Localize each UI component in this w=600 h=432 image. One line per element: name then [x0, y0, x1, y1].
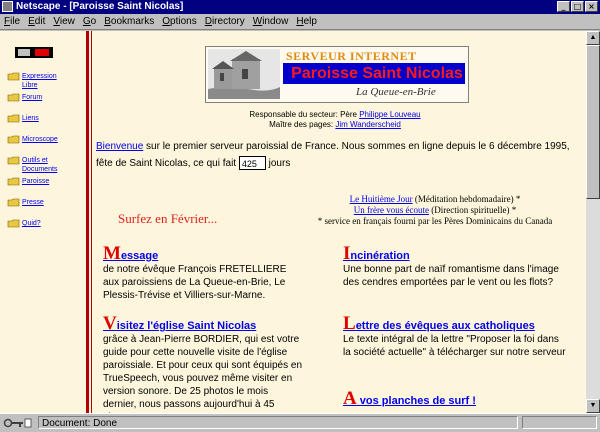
folder-icon	[8, 114, 20, 123]
direction-text: (Direction spirituelle) *	[428, 205, 517, 215]
meditation-links	[290, 194, 580, 227]
frere-ecoute-link[interactable]: Un frère vous écoute	[353, 205, 429, 215]
sidebar-item-microscope[interactable]	[8, 135, 58, 144]
planches-title: vos planches de surf !	[356, 395, 476, 407]
service-note: * service en français fourni par les Pères Dominicains du Canada	[317, 216, 553, 226]
credits	[200, 110, 470, 130]
section-message	[103, 243, 303, 302]
visitez-title: isitez l'église Saint Nicolas	[116, 320, 257, 332]
divider-line-thin	[91, 31, 92, 413]
site-banner	[205, 46, 469, 103]
vertical-scrollbar[interactable]	[586, 31, 600, 413]
sidebar-item-outils-documents[interactable]	[8, 156, 62, 174]
lettre-cap: L	[343, 313, 356, 334]
menu-view[interactable]: View	[53, 16, 75, 27]
folder-icon	[8, 156, 20, 165]
intro-paragraph	[96, 138, 582, 172]
page-content	[0, 31, 586, 413]
maitre-link[interactable]: Jim Wanderscheid	[335, 120, 401, 129]
sidebar-item-label: Forum	[22, 94, 43, 101]
visitez-link[interactable]	[103, 313, 303, 334]
visitez-cap: V	[103, 313, 117, 334]
folder-icon	[8, 135, 20, 144]
sidebar-item-quid[interactable]	[8, 219, 41, 228]
status-text: Document: Done	[38, 416, 518, 429]
menu-options[interactable]: Options	[162, 16, 197, 27]
lettre-body: Le texte intégral de la lettre "Proposer la foi dans la société actuelle" à télécharger sur notre serveur	[343, 334, 566, 358]
sidebar-item-liens[interactable]	[8, 114, 39, 123]
rewind-stop-icon[interactable]	[15, 47, 53, 58]
banner-serveur: SERVEUR INTERNET	[286, 49, 417, 63]
netscape-icon[interactable]	[2, 1, 13, 12]
incineration-title: ncinération	[350, 250, 410, 262]
meditation-text: (Méditation hebdomadaire) *	[412, 194, 521, 204]
section-lettre	[343, 313, 568, 359]
message-body: de notre évêque François FRETELLIERE aux paroissiens de La Queue-en-Brie, Le Plessis-Trévise et Villiers-sur-Marne.	[103, 264, 287, 301]
sidebar-item-label: Paroisse	[22, 178, 50, 185]
incineration-body: Une bonne part de naïf romantisme dans l'image des cendres emportées par le vent ou les flots?	[343, 264, 559, 288]
section-visitez	[103, 313, 303, 424]
resp-link[interactable]: Philippe Louveau	[359, 110, 421, 119]
message-title: essage	[120, 250, 159, 262]
security-key-icon	[3, 417, 33, 429]
resp-label: Responsable du secteur: Père	[249, 110, 360, 119]
sidebar-item-label: Expression Libre	[22, 73, 57, 89]
planches-link[interactable]	[343, 388, 568, 409]
menu-help[interactable]: Help	[296, 16, 317, 27]
menu-file[interactable]: File	[4, 16, 21, 27]
sidebar-item-label: Outils et Documents	[22, 157, 58, 173]
bienvenue-link[interactable]: Bienvenue	[96, 141, 144, 152]
sidebar-item-label: Presse	[22, 199, 44, 206]
divider-line	[86, 31, 89, 413]
folder-icon	[8, 219, 20, 228]
status-bar	[0, 413, 600, 432]
visitez-body: grâce à Jean-Pierre BORDIER, qui est votre guide pour cette nouvelle visite de l'église paroissiale. Et pour ceux qui sont équipés en TrueSpeech, vous pouvez même visiter en version sonore. De 25 photos le mois dernier, nous passons aujourd'hui à 45	[103, 334, 303, 410]
day-counter: 425	[239, 156, 266, 170]
section-planches	[343, 388, 568, 409]
window-title: Netscape - [Paroisse Saint Nicolas]	[16, 1, 184, 12]
intro-text: sur le premier serveur paroissial de France. Nous sommes en ligne depuis le 6 décembre 1995, fête de Saint Nicolas, ce qui fait	[96, 141, 570, 169]
sidebar-item-paroisse[interactable]	[8, 177, 49, 186]
sidebar-item-forum[interactable]	[8, 93, 42, 102]
banner-parish-name: Paroisse Saint Nicolas	[291, 65, 463, 82]
scroll-down-arrow-icon[interactable]: ▼	[586, 399, 600, 413]
maximize-button[interactable]: □	[571, 1, 584, 12]
menu-bookmarks[interactable]: Bookmarks	[104, 16, 155, 27]
sidebar-item-label: Quid?	[22, 220, 41, 227]
planches-cap: A	[343, 388, 357, 409]
minimize-button[interactable]: _	[557, 1, 570, 12]
title-bar	[0, 0, 600, 14]
scroll-thumb[interactable]	[586, 45, 600, 199]
message-link[interactable]	[103, 243, 303, 264]
incineration-cap: I	[343, 243, 351, 264]
church-image	[208, 49, 280, 99]
maitre-label: Maître des pages:	[269, 120, 336, 129]
scroll-up-arrow-icon[interactable]: ▲	[586, 31, 600, 45]
lettre-title: ettre des évêques aux catholiques	[355, 320, 535, 332]
folder-icon	[8, 93, 20, 102]
menu-go[interactable]: Go	[82, 16, 97, 27]
sidebar-item-expression-libre[interactable]	[8, 72, 62, 90]
close-button[interactable]: ×	[585, 1, 598, 12]
section-incineration	[343, 243, 568, 289]
lettre-link[interactable]	[343, 313, 568, 334]
sidebar-item-presse[interactable]	[8, 198, 44, 207]
message-cap: M	[103, 243, 121, 264]
sidebar-item-label: Microscope	[22, 136, 58, 143]
incineration-link[interactable]	[343, 243, 568, 264]
menu-bar	[0, 14, 600, 30]
sidebar	[0, 31, 82, 413]
banner-city: La Queue-en-Brie	[356, 86, 436, 98]
menu-directory[interactable]: Directory	[204, 16, 245, 27]
intro-text-end: jours	[265, 158, 291, 169]
folder-icon	[8, 72, 20, 81]
status-tray	[522, 416, 597, 429]
menu-window[interactable]: Window	[252, 16, 289, 27]
surfez-heading: Surfez en Février...	[118, 211, 218, 226]
menu-edit[interactable]: Edit	[28, 16, 46, 27]
folder-icon	[8, 198, 20, 207]
huitieme-jour-link[interactable]: Le Huitième Jour	[349, 194, 413, 204]
sidebar-item-label: Liens	[22, 115, 39, 122]
folder-icon	[8, 177, 20, 186]
